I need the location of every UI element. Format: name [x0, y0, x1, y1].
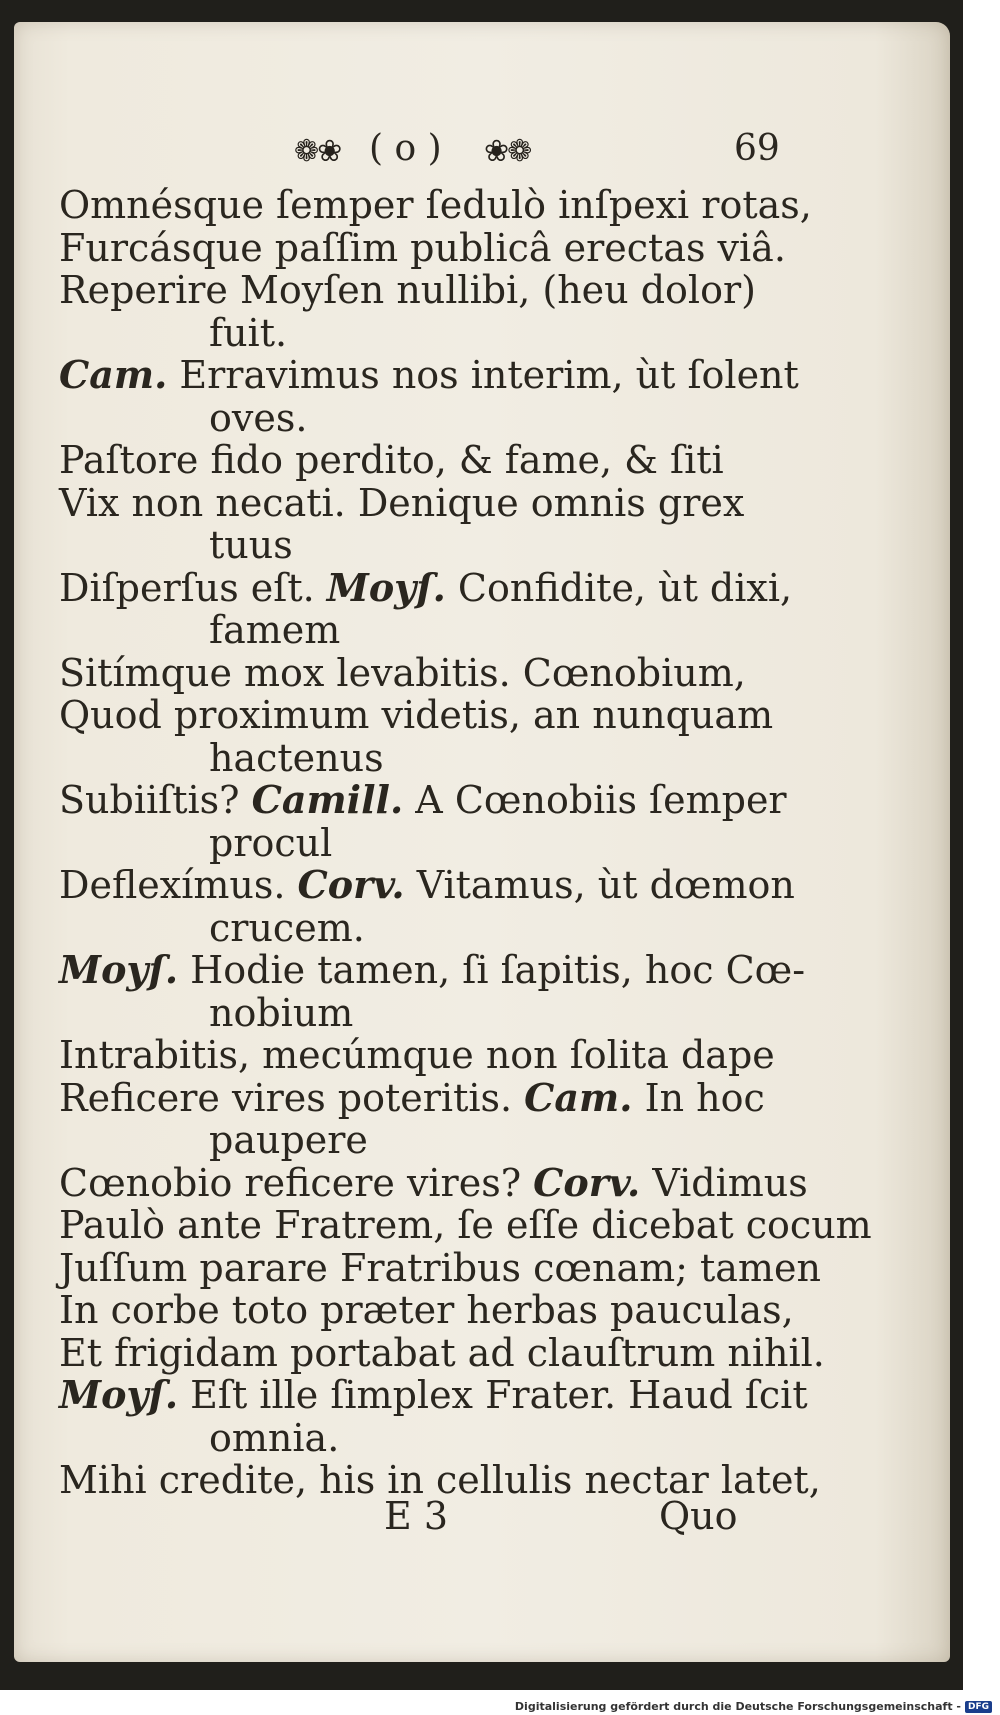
- speaker-name: Cam.: [524, 1074, 633, 1120]
- verse-text: Vix non necati. Denique omnis grex: [59, 480, 745, 525]
- text-line: [59, 737, 789, 780]
- text-line: [59, 694, 789, 737]
- text-line: [59, 1074, 789, 1120]
- text-line: [59, 992, 789, 1035]
- verse-text: Intrabitis, mecúmque non ſolita dape: [59, 1033, 775, 1077]
- verse-text: Paulò ante Fratrem, ſe eſſe dicebat cocum: [59, 1203, 872, 1247]
- text-line: [59, 1288, 794, 1332]
- speaker-name: Moyſ.: [59, 1372, 179, 1417]
- page-foot: [14, 1494, 794, 1544]
- ornament-left: ❁❀: [294, 134, 341, 169]
- verse-text: Reperire Moyſen nullibi, (heu dolor): [59, 268, 756, 312]
- verse-text: In hoc: [632, 1075, 765, 1120]
- text-line: [59, 779, 789, 822]
- verse-text: paupere: [209, 1118, 368, 1162]
- text-line: [59, 524, 789, 567]
- verse-text: Cœnobio reficere vires?: [59, 1160, 534, 1205]
- page-text: [59, 183, 872, 1502]
- speaker-name: Corv.: [297, 862, 405, 907]
- verse-text: Hodie tamen, ſi ſapitis, hoc Cœ-: [178, 948, 806, 992]
- verse-text: Erravimus nos interim, ùt ſolent: [167, 353, 799, 397]
- speaker-name: Corv.: [533, 1159, 641, 1205]
- running-head-center: ( o ): [369, 128, 442, 169]
- verse-text: Deflexímus.: [59, 863, 298, 907]
- verse-text: Vitamus, ùt dœmon: [404, 863, 795, 907]
- speaker-name: Cam.: [59, 352, 168, 397]
- text-line: [59, 1119, 789, 1162]
- verse-text: Diſperſus eſt.: [59, 565, 327, 610]
- text-line: [59, 397, 789, 440]
- dfg-logo: DFG: [965, 1701, 992, 1713]
- text-line: [59, 1159, 808, 1205]
- verse-text: crucem.: [209, 905, 365, 950]
- verse-text: Juſſum parare Fratribus cœnam; tamen: [59, 1245, 821, 1290]
- speaker-name: Camill.: [251, 777, 404, 822]
- verse-text: omnia.: [209, 1415, 340, 1460]
- text-line: [59, 227, 789, 270]
- text-line: [59, 1330, 825, 1375]
- running-head: [14, 128, 844, 178]
- verse-text: Sitímque mox levabitis. Cœnobium,: [59, 650, 746, 695]
- speaker-name: Moyſ.: [59, 947, 179, 992]
- verse-text: Omnésque ſemper ſedulò inſpexi rotas,: [59, 183, 812, 227]
- verse-text: A Cœnobiis ſemper: [403, 778, 787, 822]
- book-page: [14, 22, 950, 1662]
- verse-text: Furcásque paſſim publicâ erectas viâ.: [59, 225, 786, 270]
- verse-text: fuit.: [209, 310, 288, 355]
- speaker-name: Moyſ.: [326, 564, 446, 610]
- text-line: [59, 482, 789, 525]
- text-line: [59, 1372, 808, 1417]
- verse-text: Quod proximum videtis, an nunquam: [59, 693, 774, 737]
- credit-text: Digitalisierung gefördert durch die Deutsche Forschungsgemeinschaft -: [514, 1700, 961, 1713]
- verse-text: procul: [209, 820, 333, 865]
- text-line: [59, 312, 789, 355]
- ornament-right: ❀❁: [484, 134, 531, 169]
- verse-text: Paſtore fido perdito, & fame, & ſiti: [59, 438, 724, 482]
- text-line: [59, 609, 789, 652]
- verse-text: Vidimus: [640, 1160, 808, 1205]
- text-line: [59, 822, 789, 865]
- verse-text: Mihi credite, his in cellulis nectar latet,: [59, 1458, 821, 1502]
- verse-text: famem: [209, 608, 341, 652]
- text-line: [59, 862, 795, 907]
- verse-text: Reficere vires poteritis.: [59, 1075, 525, 1120]
- text-line: [59, 1245, 821, 1290]
- digitization-credit: [515, 1700, 992, 1713]
- signature-mark: E 3: [384, 1494, 448, 1538]
- text-line: [59, 1034, 789, 1077]
- catchword: Quo: [659, 1494, 738, 1538]
- text-line: [59, 947, 806, 992]
- verse-text: Eſt ille ſimplex Frater. Haud ſcit: [178, 1373, 808, 1417]
- verse-text: In corbe toto præter herbas pauculas,: [59, 1288, 794, 1332]
- text-line: [59, 564, 793, 610]
- text-line: [59, 269, 789, 312]
- text-line: [59, 652, 789, 695]
- verse-text: hactenus: [209, 735, 384, 780]
- text-line: [59, 439, 789, 482]
- verse-text: Subiiſtis?: [59, 778, 252, 822]
- text-line: [59, 183, 812, 227]
- verse-text: oves.: [209, 395, 308, 440]
- verse-text: Et frigidam portabat ad clauſtrum nihil.: [59, 1330, 825, 1375]
- verse-text: nobium: [209, 990, 354, 1035]
- verse-text: Confidite, ùt dixi,: [445, 565, 793, 610]
- text-line: [59, 1203, 872, 1247]
- verse-text: tuus: [209, 523, 293, 567]
- text-line: [59, 352, 799, 397]
- text-line: [59, 1417, 789, 1460]
- text-line: [59, 907, 789, 950]
- page-number: 69: [734, 128, 780, 169]
